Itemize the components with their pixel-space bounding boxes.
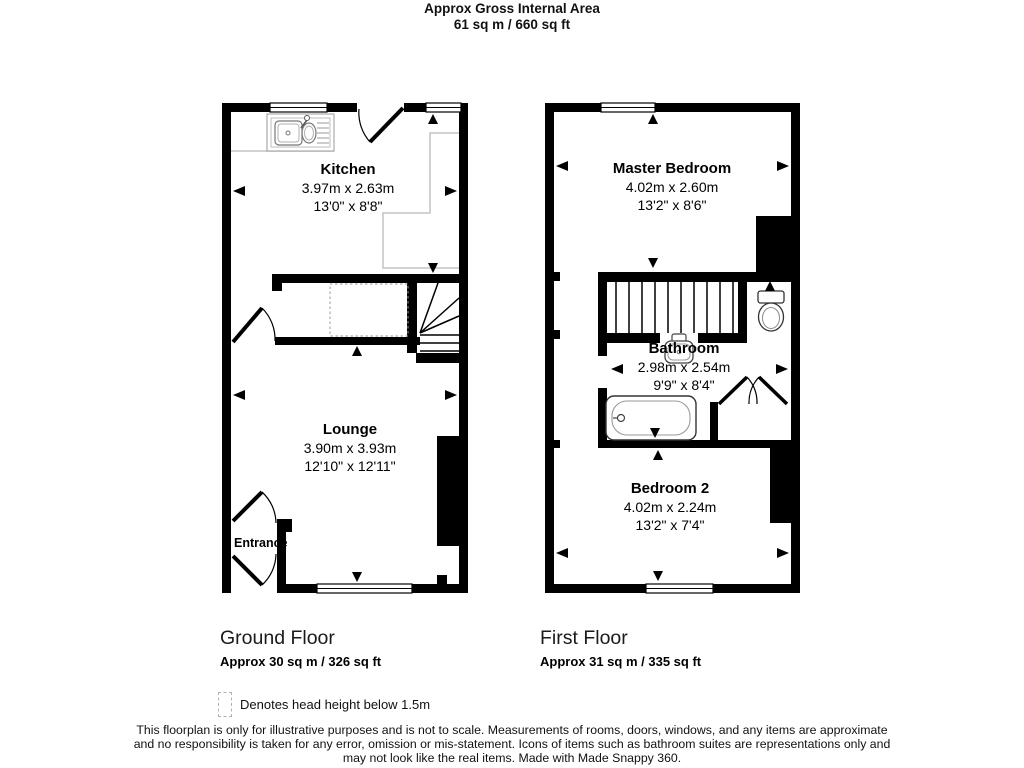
disclaimer [0, 723, 1024, 766]
room-name: Bedroom 2 [630, 480, 710, 497]
header-area: 61 sq m / 660 sq ft [453, 16, 571, 32]
kitchen-label [302, 161, 395, 215]
arrow-right-icon [445, 186, 457, 196]
header-title: Approx Gross Internal Area [424, 1, 600, 16]
bedroom2-window [646, 584, 713, 593]
kitchen-window-right [426, 103, 461, 112]
room-dim-metric: 3.90m x 3.93m [303, 440, 397, 456]
bathroom-label [638, 340, 731, 394]
arrow-left-icon [233, 186, 245, 196]
room-name: Kitchen [320, 161, 376, 178]
arrow-up-icon [428, 114, 438, 124]
chimney-breast [756, 216, 791, 274]
entrance-label: Entrance [234, 536, 288, 550]
disclaimer-line: and no responsibility is taken for any error, omission or mis-statement. Icons of items such as bathroom suites are representations only and [133, 737, 891, 752]
room-name: Lounge [322, 421, 378, 438]
gross-area-header [0, 1, 1024, 32]
arrow-left-icon [556, 548, 568, 558]
head-height-legend-icon [218, 692, 232, 717]
ground-stairs-icon [420, 283, 459, 351]
kitchen-door [357, 102, 404, 142]
kitchen-sink-icon [267, 114, 334, 151]
arrow-left-icon [556, 161, 568, 171]
arrow-up-icon [352, 346, 362, 356]
room-dim-metric: 2.98m x 2.54m [637, 359, 731, 375]
arrow-left-icon [611, 364, 623, 374]
arrow-up-icon [653, 450, 663, 460]
chimney-breast [437, 436, 459, 546]
arrow-left-icon [233, 390, 245, 400]
master-bedroom-label [613, 160, 731, 214]
arrow-right-icon [445, 390, 457, 400]
head-height-zone [330, 284, 408, 336]
arrow-right-icon [777, 548, 789, 558]
first-stairs-icon [616, 282, 733, 333]
master-bedroom-window [601, 103, 655, 112]
disclaimer-line: This floorplan is only for illustrative purposes and is not to scale. Measurements of rooms, doors, windows, and any items are approximate [136, 723, 888, 737]
first-floor-title: First Floor [540, 627, 628, 649]
arrow-down-icon [648, 258, 658, 268]
arrow-down-icon [653, 571, 663, 581]
room-name: Bathroom [648, 340, 720, 357]
bedroom2-label [624, 480, 717, 534]
arrow-right-icon [777, 161, 789, 171]
ground-floor-area: Approx 30 sq m / 326 sq ft [220, 654, 382, 669]
room-dim-metric: 4.02m x 2.24m [623, 499, 717, 515]
bath-icon [606, 396, 696, 440]
arrow-up-icon [765, 281, 775, 291]
lounge-label [304, 421, 397, 475]
room-dim-metric: 3.97m x 2.63m [301, 180, 395, 196]
room-dim-imperial: 13'2" x 8'6" [637, 197, 707, 213]
kitchen-window-left [270, 103, 327, 112]
head-height-legend-label: Denotes head height below 1.5m [240, 697, 431, 712]
ground-floor-title: Ground Floor [220, 627, 335, 649]
arrow-down-icon [352, 572, 362, 582]
lounge-window [317, 584, 412, 593]
room-dim-imperial: 9'9" x 8'4" [653, 377, 715, 393]
room-dim-imperial: 12'10" x 12'11" [304, 458, 396, 474]
hall-door [233, 308, 275, 342]
room-name: Master Bedroom [612, 160, 732, 177]
chimney-breast [770, 440, 791, 523]
arrow-up-icon [648, 114, 658, 124]
toilet-icon [758, 291, 784, 331]
first-floor-area: Approx 31 sq m / 335 sq ft [540, 654, 702, 669]
room-dim-imperial: 13'0" x 8'8" [313, 198, 383, 214]
room-dim-metric: 4.02m x 2.60m [625, 179, 719, 195]
room-dim-imperial: 13'2" x 7'4" [635, 517, 705, 533]
disclaimer-line: may not look like the real items. Made with Made Snappy 360. [342, 751, 682, 766]
arrow-right-icon [776, 364, 788, 374]
